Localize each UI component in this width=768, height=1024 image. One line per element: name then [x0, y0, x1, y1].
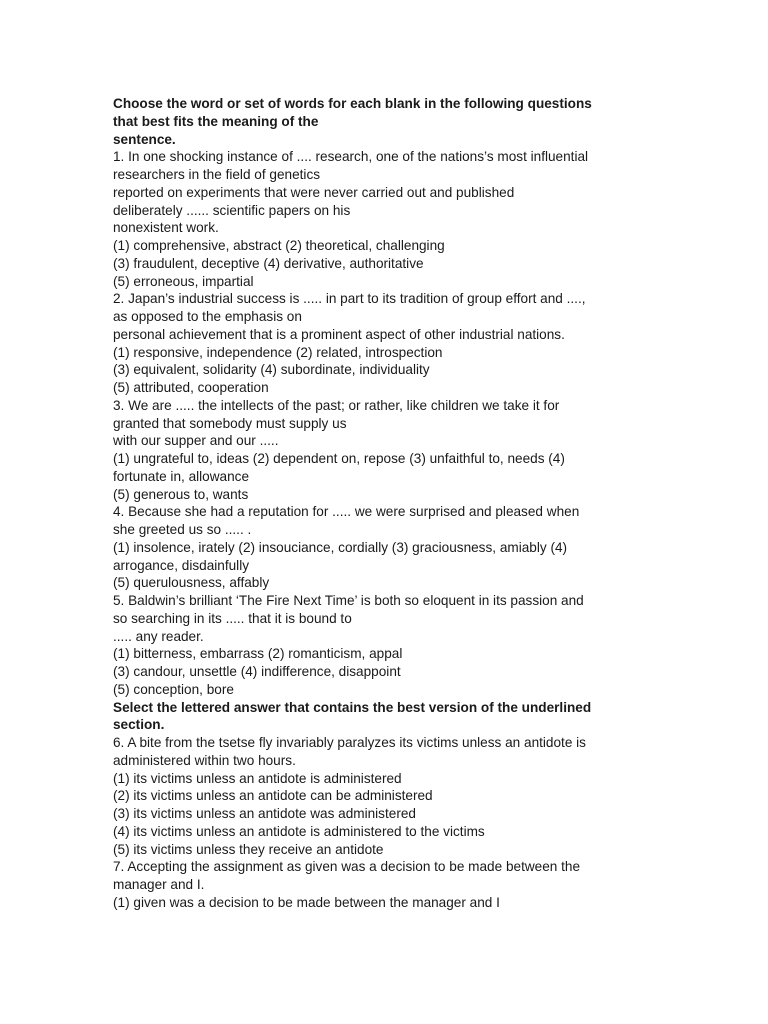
text-line: (3) candour, unsettle (4) indifference, disappoint: [113, 664, 401, 679]
text-line: (5) conception, bore: [113, 681, 234, 697]
text-line: nonexistent work.: [113, 220, 219, 236]
text-line: (5) generous to, wants: [113, 486, 249, 502]
text-line: reported on experiments that were never carried out and published: [113, 184, 515, 200]
text-line: 3. We are ..... the intellects of the past; or rather, like children we take it for: [113, 397, 560, 413]
text-line: (1) its victims unless an antidote is administered: [113, 770, 402, 786]
instruction-line: sentence.: [113, 131, 176, 147]
text-line: arrogance, disdainfully: [113, 557, 250, 573]
text-line: researchers in the field of genetics: [113, 167, 321, 182]
instruction-line: that best fits the meaning of the: [113, 113, 319, 129]
text-line: personal achievement that is a prominent aspect of other industrial nations.: [113, 326, 565, 342]
text-line: (2) its victims unless an antidote can be administered: [113, 788, 433, 804]
text-line: 5. Baldwin’s brilliant ‘The Fire Next Time’ is both so eloquent in its passion and: [113, 593, 584, 608]
text-line: (1) given was a decision to be made between the manager and I: [113, 894, 500, 910]
text-line: fortunate in, allowance: [113, 468, 250, 484]
text-line: (1) ungrateful to, ideas (2) dependent on, repose (3) unfaithful to, needs (4): [113, 451, 565, 466]
text-line: ..... any reader.: [113, 628, 204, 644]
text-line: granted that somebody must supply us: [113, 415, 347, 431]
text-line: 2. Japan’s industrial success is ..... in part to its tradition of group effort and ....,: [113, 291, 586, 307]
text-line: deliberately ...... scientific papers on his: [113, 202, 351, 218]
text-line: as opposed to the emphasis on: [113, 309, 302, 324]
text-line: administered within two hours.: [113, 752, 296, 768]
text-line: (1) bitterness, embarrass (2) romanticism, appal: [113, 646, 403, 662]
text-line: (5) attributed, cooperation: [113, 380, 269, 395]
text-line: (5) erroneous, impartial: [113, 273, 254, 289]
text-line: (3) equivalent, solidarity (4) subordinate, individuality: [113, 362, 430, 378]
text-line: (3) its victims unless an antidote was administered: [113, 806, 416, 821]
instruction-line: Select the lettered answer that contains the best version of the underlined: [113, 699, 592, 715]
text-line: 7. Accepting the assignment as given was a decision to be made between the: [113, 859, 581, 875]
text-line: (5) its victims unless they receive an antidote: [113, 841, 384, 857]
text-line: (1) comprehensive, abstract (2) theoretical, challenging: [113, 238, 445, 253]
instruction-line: Choose the word or set of words for each blank in the following questions: [113, 96, 592, 111]
text-line: 4. Because she had a reputation for ..... we were surprised and pleased when: [113, 504, 580, 520]
text-line: with our supper and our .....: [113, 433, 279, 449]
text-line: (4) its victims unless an antidote is administered to the victims: [113, 823, 485, 839]
text-line: she greeted us so ..... .: [113, 522, 252, 537]
document-page: [113, 95, 653, 912]
text-line: (3) fraudulent, deceptive (4) derivative, authoritative: [113, 255, 424, 271]
text-line: (1) responsive, independence (2) related, introspection: [113, 344, 443, 360]
text-line: (1) insolence, irately (2) insouciance, cordially (3) graciousness, amiably (4): [113, 539, 568, 555]
text-line: so searching in its ..... that it is bound to: [113, 610, 352, 626]
text-line: 6. A bite from the tsetse fly invariably paralyzes its victims unless an antidote is: [113, 735, 586, 750]
text-line: 1. In one shocking instance of .... research, one of the nations’s most influential: [113, 149, 589, 165]
instruction-line: section.: [113, 717, 165, 733]
text-line: manager and I.: [113, 877, 205, 892]
text-line: (5) querulousness, affably: [113, 575, 270, 591]
